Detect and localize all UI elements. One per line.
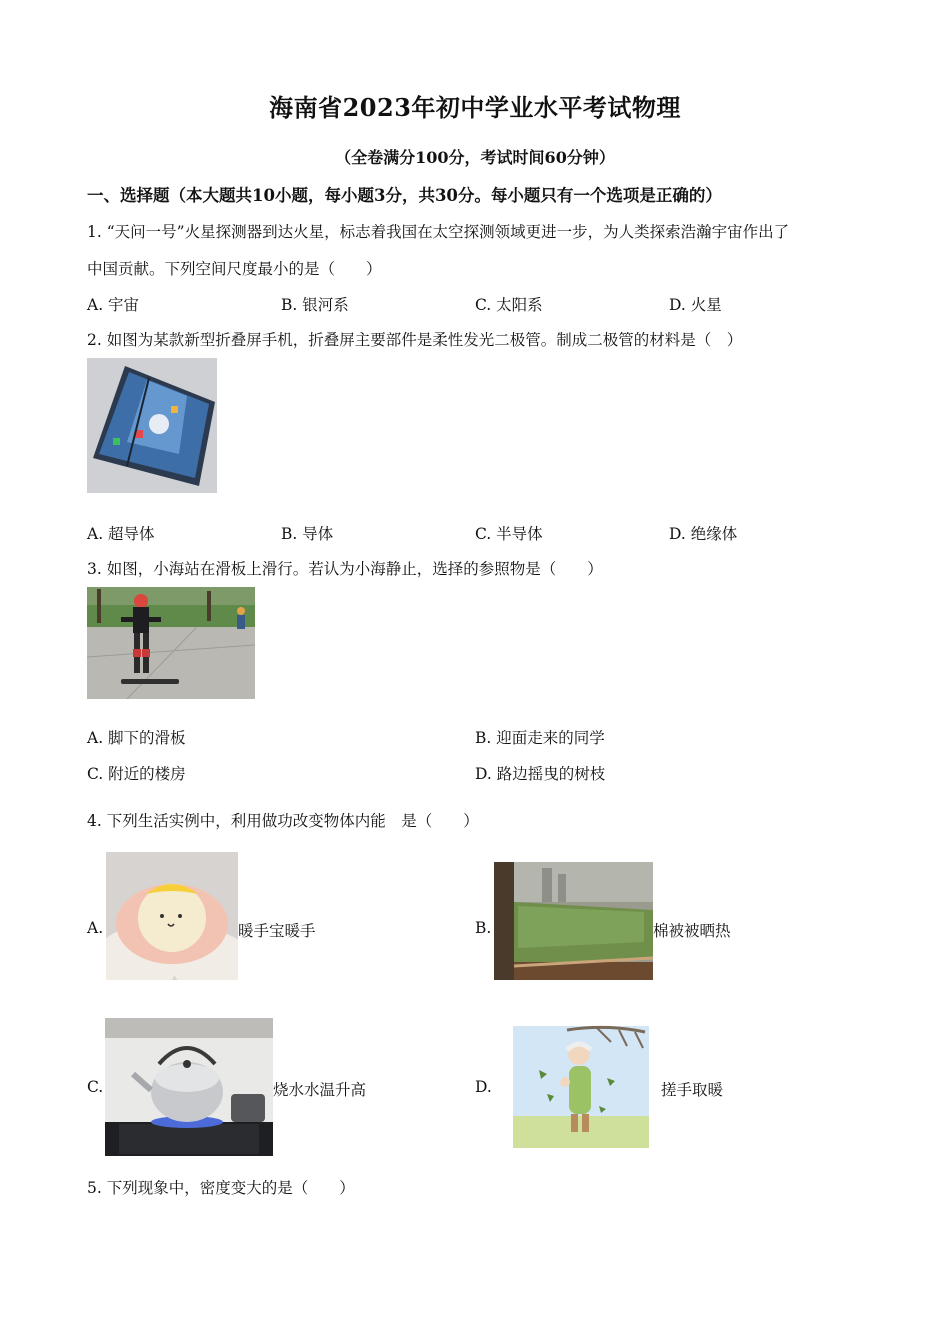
question-4-option-d-letter: D.	[475, 1078, 492, 1096]
page-title: 海南省2023年初中学业水平考试物理	[269, 93, 681, 122]
hand-warmer-image	[106, 852, 238, 980]
rubbing-hands-image	[507, 1020, 649, 1148]
question-4-option-c-letter: C.	[87, 1078, 104, 1096]
question-1-line-1: 1. “天问一号”火星探测器到达火星，标志着我国在太空探测领域更进一步，为人类探索浩瀚宇宙作出了	[87, 223, 790, 241]
question-4-option-a-caption: 暖手宝暖手	[238, 922, 316, 940]
question-4-option-b-caption: 棉被被晒热	[653, 922, 731, 940]
folding-phone-image	[87, 358, 217, 493]
quilt-drying-image	[494, 862, 653, 980]
question-4-option-a-letter: A.	[87, 919, 104, 937]
skateboard-image	[87, 587, 255, 699]
question-4-text: 4. 下列生活实例中，利用做功改变物体内能 是（ ）	[87, 812, 479, 830]
question-2-text: 2. 如图为某款新型折叠屏手机，折叠屏主要部件是柔性发光二极管。制成二极管的材料是（ ）	[87, 331, 743, 349]
question-2-option-d: D. 绝缘体	[669, 525, 738, 543]
question-3-option-a: A. 脚下的滑板	[87, 729, 186, 747]
question-1-option-d: D. 火星	[669, 296, 722, 314]
question-4-option-b-letter: B.	[475, 919, 492, 937]
section-heading: 一、选择题（本大题共10小题，每小题3分，共30分。每小题只有一个选项是正确的）	[87, 186, 722, 205]
question-2-option-b: B. 导体	[281, 525, 334, 543]
kettle-image	[105, 1018, 273, 1156]
question-4-option-d-caption: 搓手取暖	[661, 1081, 724, 1099]
page-subtitle: （全卷满分100分，考试时间60分钟）	[335, 148, 615, 167]
question-1-line-2: 中国贡献。下列空间尺度最小的是（ ）	[87, 260, 382, 278]
question-2-option-c: C. 半导体	[475, 525, 543, 543]
question-4-option-c-caption: 烧水水温升高	[273, 1081, 367, 1099]
question-3-option-b: B. 迎面走来的同学	[475, 729, 605, 747]
question-3-option-c: C. 附近的楼房	[87, 765, 186, 783]
question-1-option-c: C. 太阳系	[475, 296, 543, 314]
question-2-option-a: A. 超导体	[87, 525, 155, 543]
question-1-option-a: A. 宇宙	[87, 296, 140, 314]
question-5-text: 5. 下列现象中，密度变大的是（ ）	[87, 1179, 355, 1197]
question-3-text: 3. 如图，小海站在滑板上滑行。若认为小海静止，选择的参照物是（ ）	[87, 560, 603, 578]
question-3-option-d: D. 路边摇曳的树枝	[475, 765, 606, 783]
question-1-option-b: B. 银河系	[281, 296, 349, 314]
